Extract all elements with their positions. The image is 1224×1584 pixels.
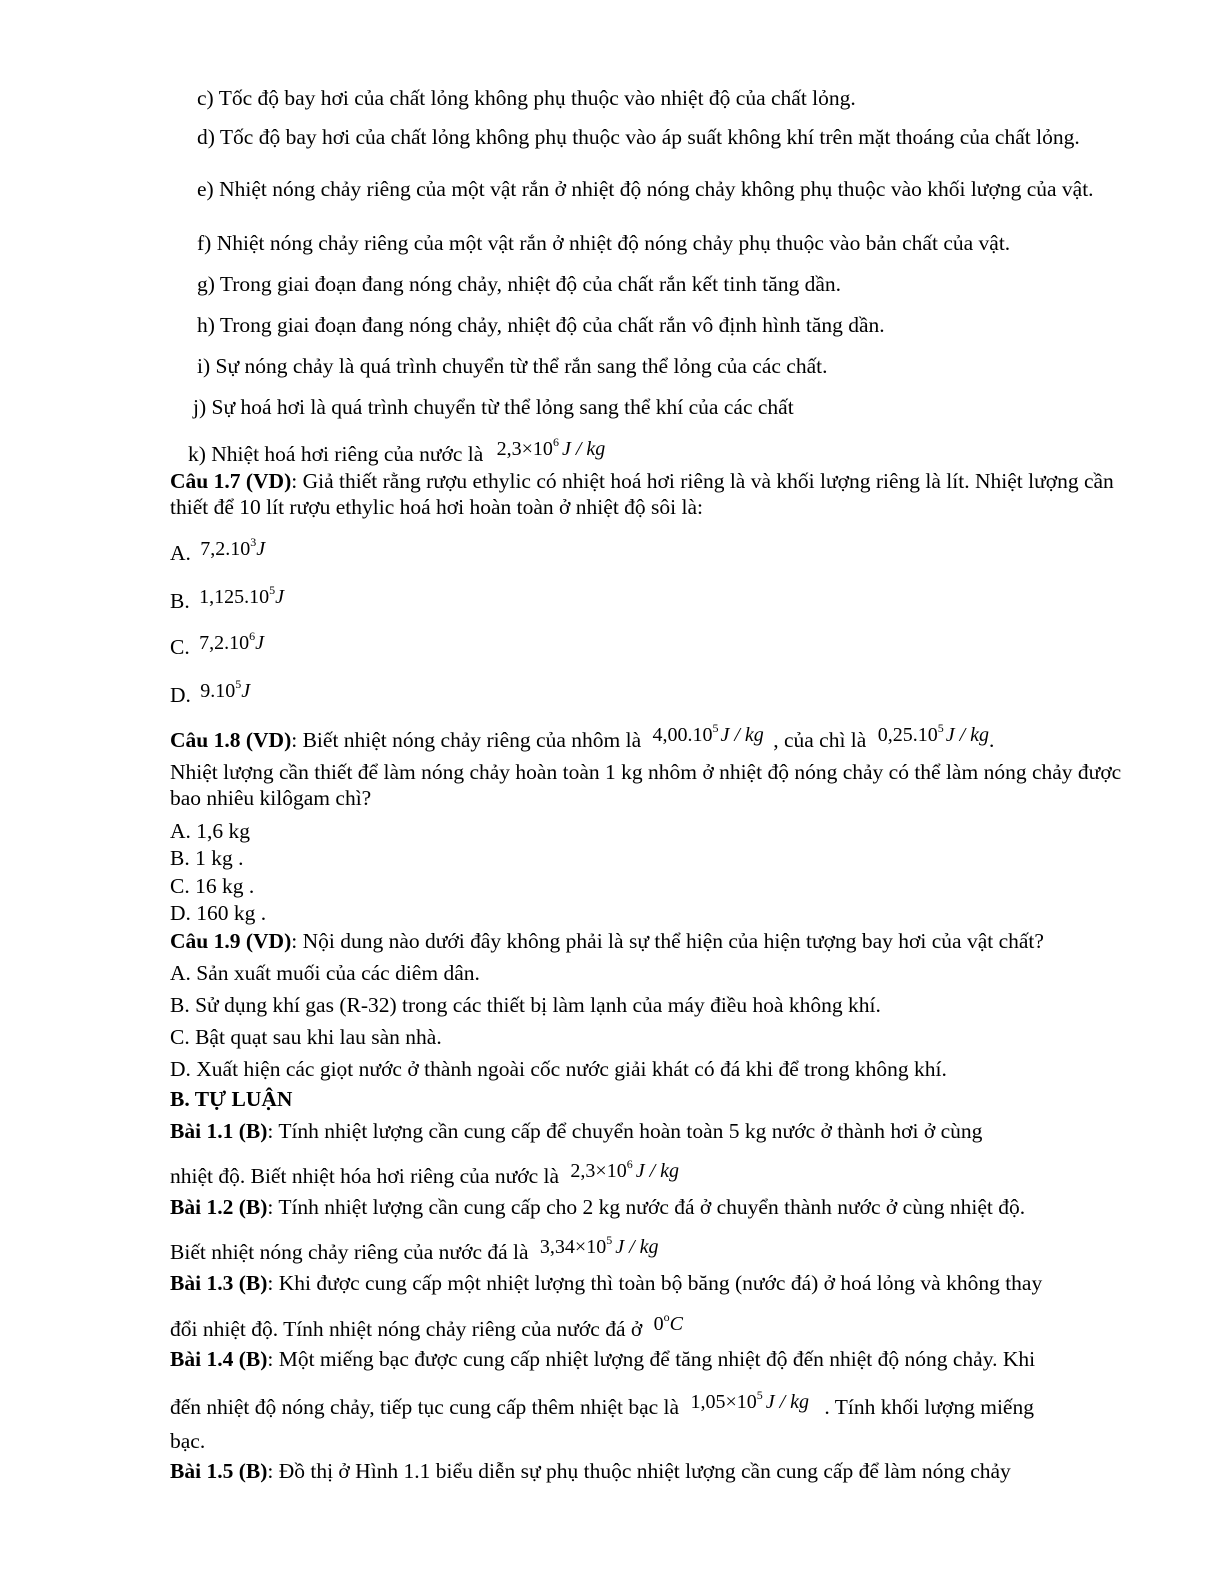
exercise-1-2: Bài 1.2 (B): Tính nhiệt lượng cần cung cấp cho 2 kg nước đá ở chuyển thành nước ở cùng nhiệt độ. xyxy=(170,1195,1026,1219)
question-1-8-label: Câu 1.8 (VD) xyxy=(170,728,292,752)
exercise-1-3-label: Bài 1.3 (B) xyxy=(170,1271,268,1295)
statement-k-text: k) Nhiệt hoá hơi riêng của nước là xyxy=(188,442,484,466)
section-heading: B. TỰ LUẬN xyxy=(170,1087,293,1111)
statement-h: h) Trong giai đoạn đang nóng chảy, nhiệt độ của chất rắn vô định hình tăng dần. xyxy=(197,313,885,337)
question-1-8-formula-lead: 0,25.10$^5$ J / kg xyxy=(877,721,989,746)
exercise-1-2-line2: Biết nhiệt nóng chảy riêng của nước đá là $3,34\times 10^5$ J / kg xyxy=(170,1233,659,1264)
question-1-9-label: Câu 1.9 (VD) xyxy=(170,929,292,953)
statement-f: f) Nhiệt nóng chảy riêng của một vật rắn ở nhiệt độ nóng chảy phụ thuộc vào bản chất của vật. xyxy=(197,231,1011,255)
exercise-1-3-line2: đổi nhiệt độ. Tính nhiệt nóng chảy riêng của nước đá ở 0$^o$C xyxy=(170,1310,683,1341)
question-1-8-text: Nhiệt lượng cần thiết để làm nóng chảy hoàn toàn 1 kg nhôm ở nhiệt độ nóng chảy có thể làm nóng chảy được bao nhiêu kilôgam chì? xyxy=(170,760,1122,810)
statement-k xyxy=(188,435,606,468)
exercise-1-3: Bài 1.3 (B): Khi được cung cấp một nhiệt lượng thì toàn bộ băng (nước đá) ở hoá lỏng và không thay xyxy=(170,1271,1043,1295)
question-1-7-option-d: D. 9.10$^5$J xyxy=(170,677,251,707)
question-1-9 xyxy=(170,928,1044,954)
exercise-1-4-line2: đến nhiệt độ nóng chảy, tiếp tục cung cấp thêm nhiệt bạc là $1,05\times 10^5$ J / kg . Tính khối lượng miếng xyxy=(170,1388,1034,1419)
question-1-9-option-c: C. Bật quạt sau khi lau sàn nhà. xyxy=(170,1025,442,1049)
exercise-1-3-formula: 0$^o$C xyxy=(653,1310,683,1335)
exercise-1-4-line3: bạc. xyxy=(170,1429,206,1453)
statement-k-formula: $2,3\times 10^6$ J / kg xyxy=(496,435,606,460)
question-1-8-option-d: D. 160 kg . xyxy=(170,901,267,925)
statement-i: i) Sự nóng chảy là quá trình chuyển từ thể rắn sang thể lỏng của các chất. xyxy=(197,354,828,378)
statement-j: j) Sự hoá hơi là quá trình chuyển từ thể lỏng sang thể khí của các chất xyxy=(193,395,794,419)
exercise-1-1-label: Bài 1.1 (B) xyxy=(170,1119,268,1143)
exercise-1-4-label: Bài 1.4 (B) xyxy=(170,1347,268,1371)
statement-g: g) Trong giai đoạn đang nóng chảy, nhiệt độ của chất rắn kết tinh tăng dần. xyxy=(197,272,842,296)
question-1-8-option-b: B. 1 kg . xyxy=(170,846,244,870)
exercise-1-2-formula: $3,34\times 10^5$ J / kg xyxy=(539,1233,659,1258)
exercise-1-1-formula: $2,3\times 10^6$ J / kg xyxy=(570,1157,680,1182)
question-1-7-option-c: C. 7,2.10$^6$J xyxy=(170,629,264,659)
question-1-9-option-d: D. Xuất hiện các giọt nước ở thành ngoài cốc nước giải khát có đá khi để trong không khí. xyxy=(170,1057,947,1081)
question-1-7-text: : Giả thiết rằng rượu ethylic có nhiệt hoá hơi riêng là và khối lượng riêng là lít. Nhiệt lượng cần thiết để 10 lít rượu ethylic hoá hơi hoàn toàn ở nhiệt độ sôi là: xyxy=(170,469,1114,519)
question-1-8: Câu 1.8 (VD): Biết nhiệt nóng chảy riêng của nhôm là 4,00.10$^5$ J / kg , của chì là 0,25.10$^5$ J / kg. xyxy=(170,721,995,752)
exercise-1-5: Bài 1.5 (B): Đồ thị ở Hình 1.1 biểu diễn sự phụ thuộc nhiệt lượng cần cung cấp để làm nóng chảy xyxy=(170,1459,1011,1483)
statement-d: d) Tốc độ bay hơi của chất lỏng không phụ thuộc vào áp suất không khí trên mặt thoáng của chất lỏng. xyxy=(197,125,1080,149)
question-1-7-option-a: A. 7,2.10$^3$J xyxy=(170,535,266,565)
question-1-7-option-b: B. 1,125.10$^5$J xyxy=(170,583,284,613)
exercise-1-5-label: Bài 1.5 (B) xyxy=(170,1459,268,1483)
question-1-7 xyxy=(170,468,1130,520)
question-1-9-option-a: A. Sản xuất muối của các diêm dân. xyxy=(170,961,480,985)
exercise-1-4: Bài 1.4 (B): Một miếng bạc được cung cấp nhiệt lượng để tăng nhiệt độ đến nhiệt độ nóng chảy. Khi xyxy=(170,1347,1036,1371)
question-1-8-formula-aluminium: 4,00.10$^5$ J / kg xyxy=(652,721,764,746)
question-1-8-option-a: A. 1,6 kg xyxy=(170,819,251,843)
question-1-9-option-b: B. Sử dụng khí gas (R-32) trong các thiết bị làm lạnh của máy điều hoà không khí. xyxy=(170,993,881,1017)
statement-c: c) Tốc độ bay hơi của chất lỏng không phụ thuộc vào nhiệt độ của chất lỏng. xyxy=(197,86,856,110)
question-1-8-option-c: C. 16 kg . xyxy=(170,874,255,898)
exercise-1-1-line2: nhiệt độ. Biết nhiệt hóa hơi riêng của nước là $2,3\times 10^6$ J / kg xyxy=(170,1157,680,1188)
exercise-1-1: Bài 1.1 (B): Tính nhiệt lượng cần cung cấp để chuyển hoàn toàn 5 kg nước ở thành hơi ở cùng xyxy=(170,1119,983,1143)
exercise-1-2-label: Bài 1.2 (B) xyxy=(170,1195,268,1219)
question-1-7-label: Câu 1.7 (VD) xyxy=(170,469,292,493)
question-1-9-text: : Nội dung nào dưới đây không phải là sự thể hiện của hiện tượng bay hơi của vật chất? xyxy=(291,929,1044,953)
statement-e: e) Nhiệt nóng chảy riêng của một vật rắn ở nhiệt độ nóng chảy không phụ thuộc vào khối lượng của vật. xyxy=(197,177,1094,201)
exercise-1-4-formula: $1,05\times 10^5$ J / kg xyxy=(690,1388,810,1413)
